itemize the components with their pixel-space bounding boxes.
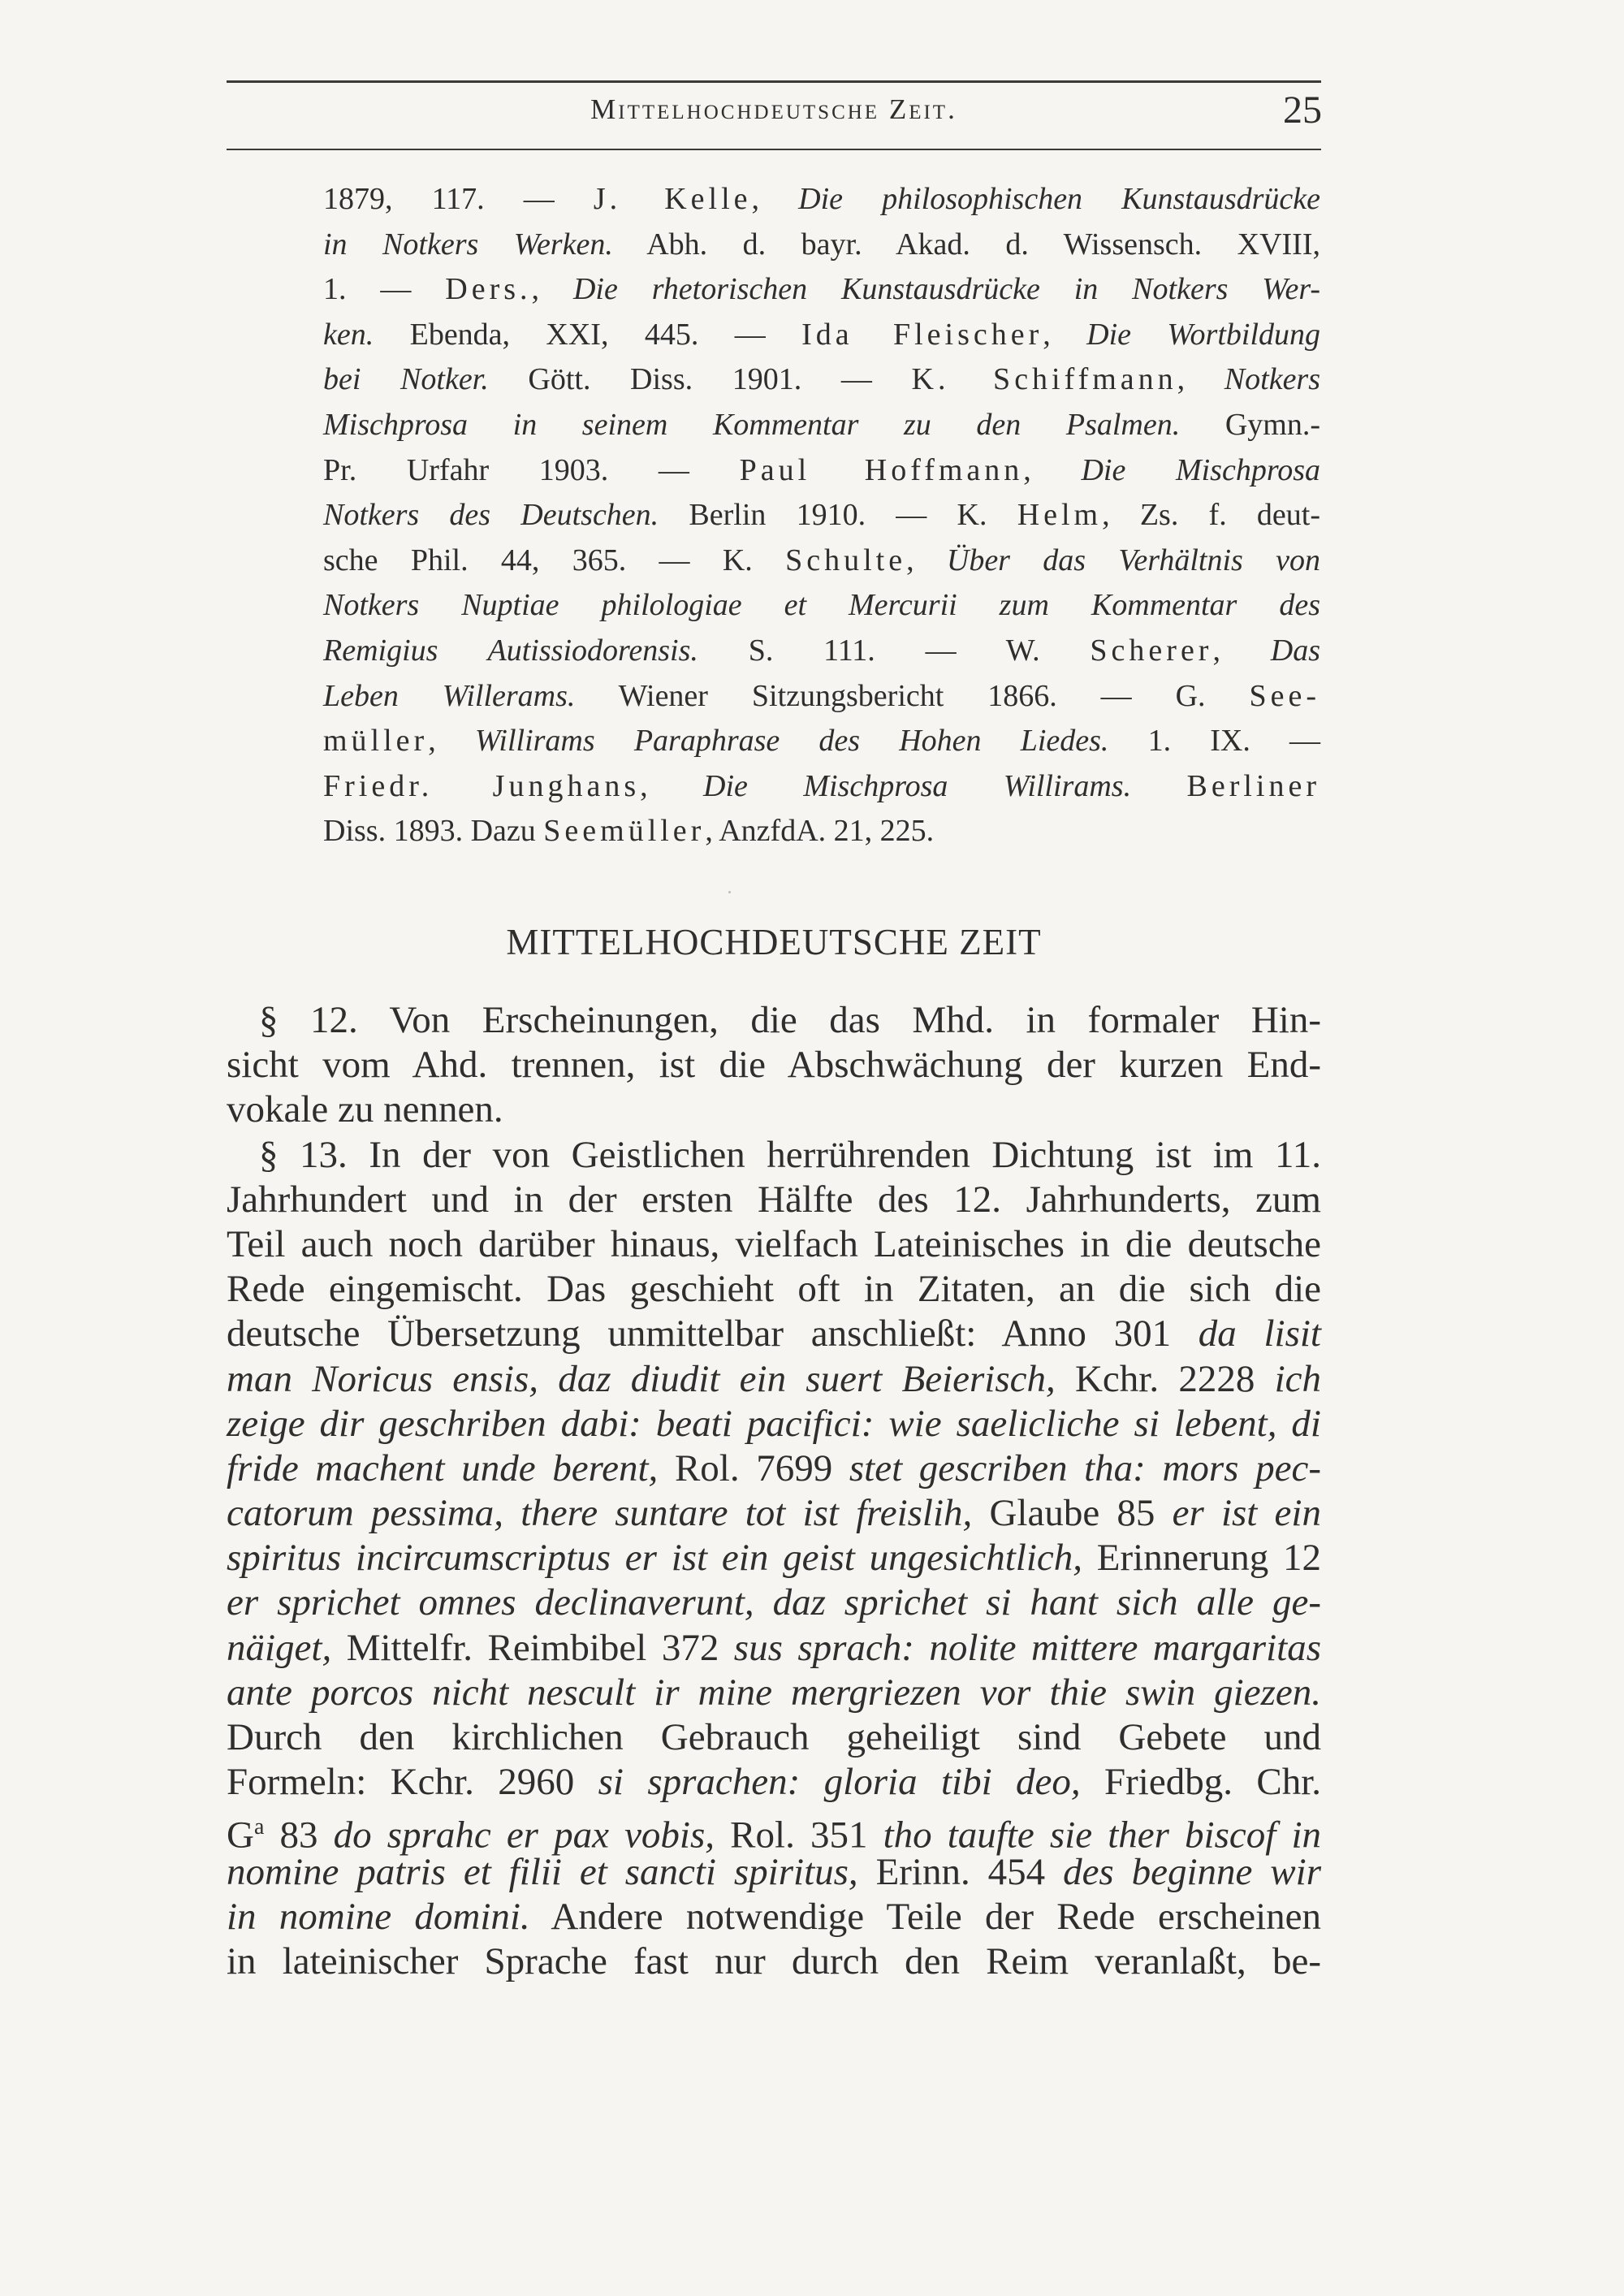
header-rule-bottom — [227, 149, 1321, 150]
biblio-line: 1. — Ders., Die rhetorischen Kunstausdrücke in Notkers Wer- — [323, 272, 1320, 307]
biblio-line: Remigius Autissiodorensis. S. 111. — W. Scherer, Das — [323, 633, 1321, 668]
biblio-line: sche Phil. 44, 365. — K. Schulte, Über das Verhältnis von — [323, 543, 1320, 577]
biblio-line: in Notkers Werken. Abh. d. bayr. Akad. d. Wissensch. XVIII, — [323, 227, 1320, 262]
biblio-line: Mischprosa in seinem Kommentar zu den Psalmen. Gymn.- — [323, 407, 1320, 442]
biblio-line: Pr. Urfahr 1903. — Paul Hoffmann, Die Mischprosa — [323, 452, 1321, 487]
biblio-line: bei Notker. Gött. Diss. 1901. — K. Schiffmann, Notkers — [323, 362, 1321, 397]
body-line: näiget, Mittelfr. Reimbibel 372 sus sprach: nolite mittere margaritas — [227, 1626, 1321, 1669]
body-line: man Noricus ensis, daz diudit ein suert Beierisch, Kchr. 2228 ich — [227, 1357, 1321, 1400]
body-line: in nomine domini. Andere notwendige Teile der Rede erscheinen — [227, 1895, 1321, 1938]
body-line: er sprichet omnes declinaverunt, daz sprichet si hant sich alle ge- — [227, 1581, 1321, 1624]
biblio-line: Notkers des Deutschen. Berlin 1910. — K. Helm, Zs. f. deut- — [323, 498, 1320, 533]
biblio-line: müller, Willirams Paraphrase des Hohen Liedes. 1. IX. — — [323, 724, 1320, 759]
body-line: fride machent unde berent, Rol. 7699 stet gescriben tha: mors pec- — [227, 1446, 1321, 1490]
biblio-line: Friedr. Junghans, Die Mischprosa Willirams. Berliner — [323, 768, 1321, 803]
biblio-line: ken. Ebenda, XXI, 445. — Ida Fleischer, Die Wortbildung — [323, 317, 1321, 352]
biblio-line: Notkers Nuptiae philologiae et Mercurii zum Kommentar des — [323, 588, 1320, 623]
body-line: Teil auch noch darüber hinaus, vielfach Lateinisches in die deutsche — [227, 1222, 1321, 1265]
biblio-line: Leben Willerams. Wiener Sitzungsbericht 1866. — G. See- — [323, 678, 1321, 713]
header-rule-top — [227, 80, 1321, 83]
bibliography-block — [323, 177, 1320, 854]
body-text — [227, 998, 1321, 1984]
body-line: Jahrhundert und in der ersten Hälfte des 12. Jahrhunderts, zum — [227, 1178, 1321, 1221]
body-line: spiritus incircumscriptus er ist ein geist ungesichtlich, Erinnerung 12 — [227, 1537, 1321, 1580]
running-title: Mittelhochdeutsche Zeit. — [590, 93, 957, 125]
section-heading: MITTELHOCHDEUTSCHE ZEIT — [506, 922, 1042, 962]
body-line: nomine patris et filii et sancti spiritus, Erinn. 454 des beginne wir — [227, 1850, 1321, 1893]
biblio-line: Diss. 1893. Dazu Seemüller, AnzfdA. 21, 225. — [323, 814, 935, 849]
body-line: $G^a$ 83 do sprahc er pax vobis, Rol. 351 tho taufte sie ther biscof in — [227, 1814, 1321, 1857]
body-line: catorum pessima, there suntare tot ist freislih, Glaube 85 er ist ein — [227, 1492, 1321, 1535]
body-line: in lateinischer Sprache fast nur durch den Reim veranlaßt, be- — [227, 1939, 1321, 1983]
body-line: Durch den kirchlichen Gebrauch geheiligt sind Gebete und — [227, 1716, 1321, 1758]
body-line: vokale zu nennen. — [227, 1088, 503, 1131]
page-number: 25 — [1283, 89, 1322, 132]
body-line: § 12. Von Erscheinungen, die das Mhd. in formaler Hin- — [259, 999, 1321, 1041]
body-line: deutsche Übersetzung unmittelbar anschließt: Anno 301 da lisit — [227, 1312, 1321, 1356]
body-line: Rede eingemischt. Das geschieht oft in Zitaten, an die sich die — [227, 1268, 1321, 1311]
body-line: zeige dir geschriben dabi: beati pacifici: wie saelicliche si lebent, di — [227, 1402, 1321, 1445]
body-line: ante porcos nicht nescult ir mine mergriezen vor thie swin giezen. — [227, 1671, 1321, 1714]
biblio-line: 1879, 117. — J. Kelle, Die philosophischen Kunstausdrücke — [323, 182, 1321, 216]
body-line: § 13. In der von Geistlichen herrührenden Dichtung ist im 11. — [259, 1133, 1321, 1176]
body-line: sicht vom Ahd. trennen, ist die Abschwächung der kurzen End- — [227, 1044, 1321, 1087]
body-line: Formeln: Kchr. 2960 si sprachen: gloria tibi deo, Friedbg. Chr. — [227, 1761, 1322, 1804]
divider-dot — [728, 891, 731, 893]
